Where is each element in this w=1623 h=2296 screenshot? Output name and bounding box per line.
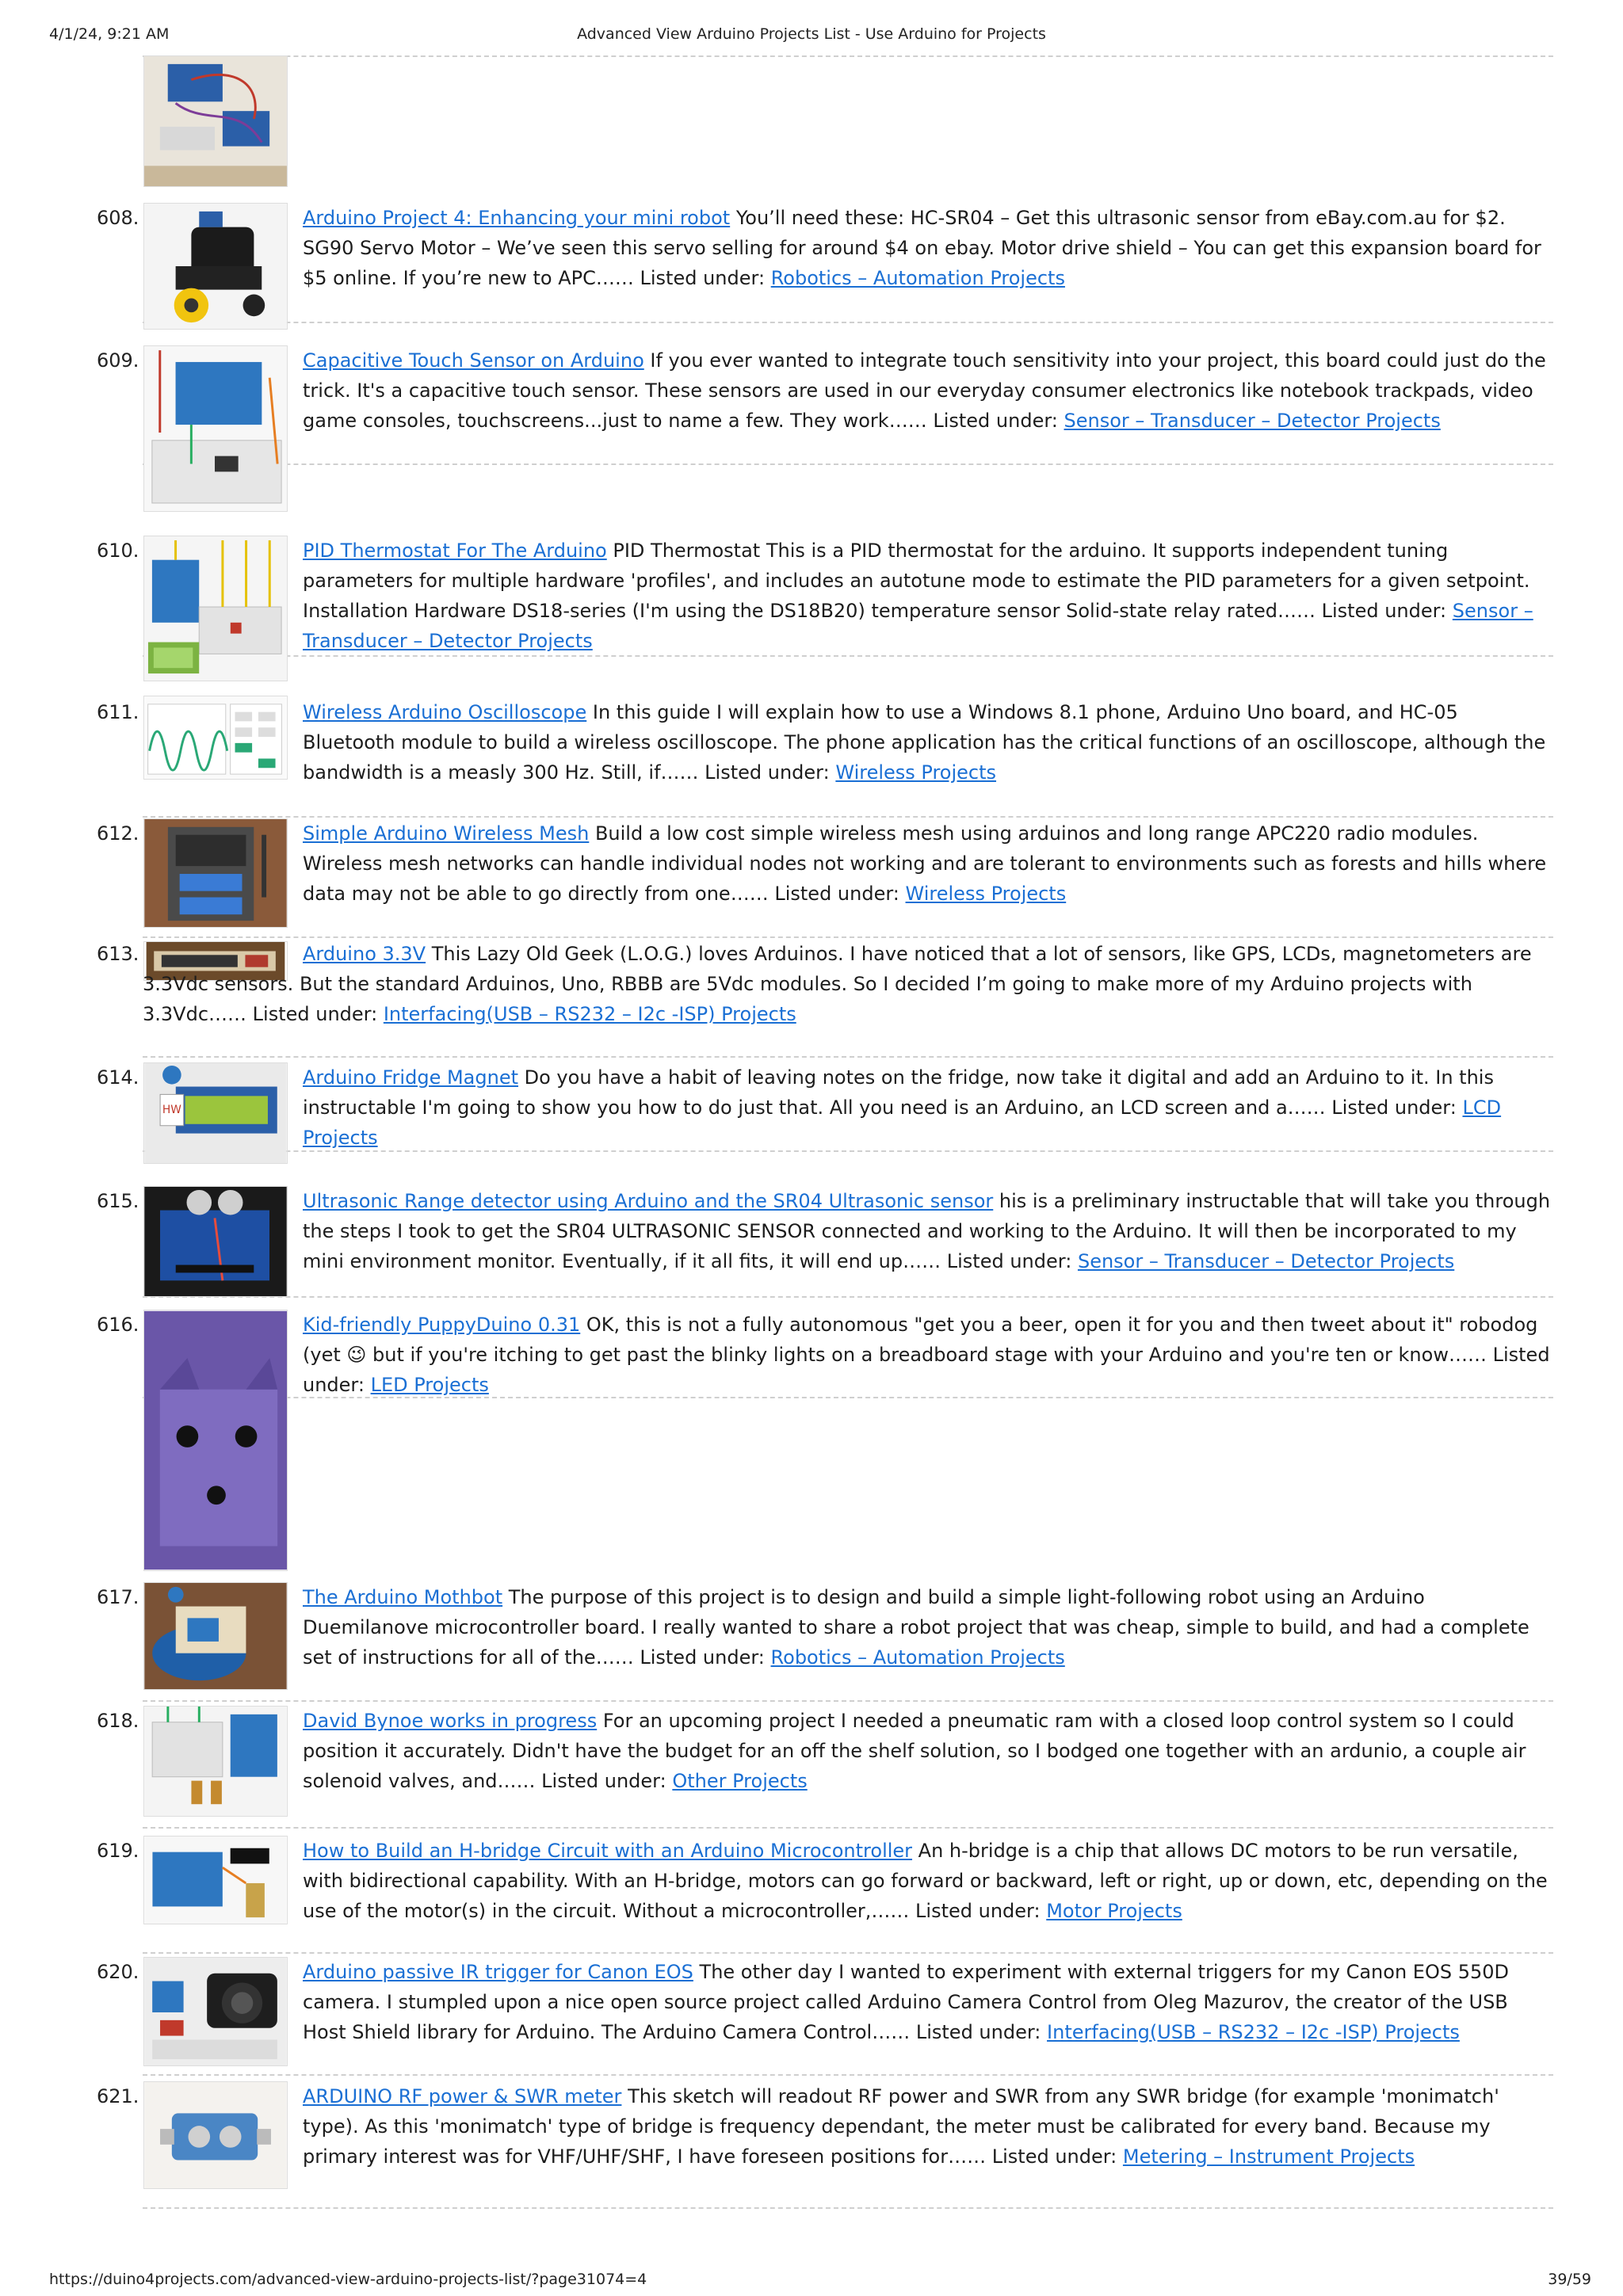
list-item <box>303 1310 1555 1400</box>
divider <box>143 1952 1553 1954</box>
item-number: 621. <box>97 2085 139 2107</box>
listed-under-label: Listed under: <box>705 761 830 784</box>
item-number: 612. <box>97 822 139 845</box>
list-item <box>303 1582 1555 1672</box>
item-description: This sketch will readout RF power and SWR from any SWR bridge (for example 'monimatch' type). As this 'monimatch' type of bridge is frequency dependant, the meter must be calibrated for every band. Because my primary interest was for VHF/UHF/SHF, I have foreseen positions for…… <box>303 2085 1499 2168</box>
divider <box>143 2207 1553 2209</box>
listed-under-label: Listed under: <box>252 1003 378 1025</box>
project-thumbnail <box>143 1310 288 1571</box>
item-description: OK, this is not a fully autonomous "get you a beer, open it for you and then tweet about it" robodog (yet 😉 but if you're itching to get past the blinky lights on a breadboard stage with your Arduino and you're ten or know…… <box>303 1314 1538 1366</box>
category-link[interactable]: Interfacing(USB – RS232 – I2c -ISP) Projects <box>1047 2021 1460 2043</box>
project-thumbnail <box>143 1062 288 1164</box>
listed-under-label: Listed under: <box>303 1344 1550 1396</box>
category-link[interactable]: Metering – Instrument Projects <box>1122 2145 1415 2168</box>
list-item <box>303 1706 1555 1796</box>
item-description: Build a low cost simple wireless mesh using arduinos and long range APC220 radio modules. Wireless mesh networks can handle individual nodes not working and are tolerant to environments such as forests and hills where data may not be able to go directly from one…… <box>303 822 1547 905</box>
divider <box>143 1056 1553 1058</box>
project-thumbnail <box>143 536 288 681</box>
project-thumbnail <box>143 2081 288 2189</box>
project-thumbnail <box>143 1957 288 2066</box>
listed-under-label: Listed under: <box>946 1250 1072 1272</box>
divider <box>143 936 1553 938</box>
project-link[interactable]: Arduino Project 4: Enhancing your mini robot <box>303 207 731 229</box>
listed-under-label: Listed under: <box>774 883 899 905</box>
divider <box>143 816 1553 818</box>
project-thumbnail <box>143 203 288 330</box>
item-number: 608. <box>97 207 139 229</box>
divider <box>143 463 1553 465</box>
item-number: 617. <box>97 1586 139 1608</box>
project-thumbnail <box>143 1186 288 1297</box>
project-link[interactable]: PID Thermostat For The Arduino <box>303 540 607 562</box>
list-item <box>303 818 1555 909</box>
category-link[interactable]: Sensor – Transducer – Detector Projects <box>1064 410 1441 432</box>
project-link[interactable]: Capacitive Touch Sensor on Arduino <box>303 349 644 372</box>
project-link[interactable]: Simple Arduino Wireless Mesh <box>303 822 590 845</box>
item-description: PID Thermostat This is a PID thermostat for the arduino. It supports independent tuning parameters for multiple hardware 'profiles', and includes an autotune mode to estimate the PID parameters for a given setpoint. Installation Hardware DS18-series (I'm using the DS18B20) temperature sensor Solid-state relay rated…… <box>303 540 1530 622</box>
listed-under-label: Listed under: <box>1321 600 1447 622</box>
item-description: This Lazy Old Geek (L.O.G.) loves Arduinos. I have noticed that a lot of sensors, like GPS, LCDs, magnetometers are 3.3Vdc sensors. But the standard Arduinos, Uno, RBBB are 5Vdc modules. So I decided I’m going to make more of my Arduino projects with 3.3Vdc…… <box>143 943 1532 1025</box>
listed-under-label: Listed under: <box>991 2145 1117 2168</box>
category-link[interactable]: Robotics – Automation Projects <box>770 1646 1065 1669</box>
project-link[interactable]: Arduino passive IR trigger for Canon EOS <box>303 1961 693 1983</box>
project-thumbnail <box>143 696 288 780</box>
item-description: his is a preliminary instructable that will take you through the steps I took to get the SR04 ULTRASONIC SENSOR connected and working to the Arduino. It will then be incorporated to my mini environment monitor. Eventually, if it all fits, it will end up…… <box>303 1190 1551 1272</box>
category-link[interactable]: LCD Projects <box>303 1097 1502 1149</box>
category-link[interactable]: Motor Projects <box>1046 1900 1182 1922</box>
listed-under-label: Listed under: <box>915 1900 1041 1922</box>
item-description: Do you have a habit of leaving notes on the fridge, now take it digital and add an Arduino to it. In this instructable I'm going to show you how to do just that. All you need is an Arduino, an LCD screen and a…… <box>303 1066 1494 1119</box>
list-item <box>303 697 1555 788</box>
project-thumbnail <box>143 818 288 928</box>
item-number: 614. <box>97 1066 139 1089</box>
item-description: If you ever wanted to integrate touch sensitivity into your project, this board could just do the trick. It's a capacitive touch sensor. These sensors are used in our everyday consumer electronics like notebook trackpads, video game consoles, touchscreens...just to name a few. They work…… <box>303 349 1546 432</box>
project-link[interactable]: Ultrasonic Range detector using Arduino and the SR04 Ultrasonic sensor <box>303 1190 994 1212</box>
item-description: The purpose of this project is to design and build a simple light-following robot using an Arduino Duemilanove microcontroller board. I really wanted to share a robot project that was cheap, simple to build, and had a complete set of instructions for all of the…… <box>303 1586 1529 1669</box>
item-number: 610. <box>97 540 139 562</box>
list-item <box>303 1957 1555 2047</box>
listed-under-label: Listed under: <box>1331 1097 1457 1119</box>
category-link[interactable]: LED Projects <box>370 1374 489 1396</box>
project-thumbnail <box>143 1836 288 1924</box>
item-description: You’ll need these: HC-SR04 – Get this ultrasonic sensor from eBay.com.au for $2. SG90 Servo Motor – We’ve seen this servo selling for around $4 on ebay. Motor drive shield – You can get this expansion board for $5 online. If you’re new to APC…… <box>303 207 1541 289</box>
item-number: 618. <box>97 1710 139 1732</box>
print-date: 4/1/24, 9:21 AM <box>49 25 170 43</box>
divider <box>143 1700 1553 1702</box>
page-number: 39/59 <box>1548 2271 1591 2288</box>
listed-under-label: Listed under: <box>541 1770 666 1792</box>
list-item <box>303 536 1555 656</box>
divider <box>143 2074 1553 2076</box>
project-link[interactable]: ARDUINO RF power & SWR meter <box>303 2085 622 2107</box>
listed-under-label: Listed under: <box>933 410 1058 432</box>
list-item <box>143 939 1555 1029</box>
project-link[interactable]: Kid-friendly PuppyDuino 0.31 <box>303 1314 581 1336</box>
list-item <box>303 203 1555 293</box>
list-item <box>303 2081 1555 2172</box>
item-description: For an upcoming project I needed a pneumatic ram with a closed loop control system so I could position it accurately. Didn't have the budget for an off the shelf solution, so I bodged one together with an ardunio, a couple air solenoid valves, and…… <box>303 1710 1526 1792</box>
listed-under-label: Listed under: <box>640 267 766 289</box>
category-link[interactable]: Sensor – Transducer – Detector Projects <box>1077 1250 1455 1272</box>
project-link[interactable]: Arduino 3.3V <box>303 943 426 965</box>
category-link[interactable]: Wireless Projects <box>905 883 1067 905</box>
item-number: 613. <box>97 943 139 965</box>
category-link[interactable]: Interfacing(USB – RS232 – I2c -ISP) Projects <box>383 1003 796 1025</box>
item-description: The other day I wanted to experiment with external triggers for my Canon EOS 550D camera. I stumpled upon a nice open source project called Arduino Camera Control from Oleg Mazurov, the creator of the USB Host Shield library for Arduino. The Arduino Camera Control…… <box>303 1961 1509 2043</box>
category-link[interactable]: Wireless Projects <box>835 761 997 784</box>
svg-text:HW: HW <box>162 1104 181 1116</box>
item-number: 611. <box>97 701 139 723</box>
item-number: 615. <box>97 1190 139 1212</box>
category-link[interactable]: Sensor – Transducer – Detector Projects <box>303 600 1533 652</box>
item-number: 616. <box>97 1314 139 1336</box>
print-url: https://duino4projects.com/advanced-view-arduino-projects-list/?page31074=4 <box>49 2271 647 2288</box>
project-thumbnail <box>143 1706 288 1817</box>
list-item <box>303 1186 1555 1276</box>
list-item <box>303 345 1555 436</box>
project-link[interactable]: How to Build an H-bridge Circuit with an Arduino Microcontroller <box>303 1840 913 1862</box>
project-thumbnail <box>143 55 288 187</box>
divider <box>143 1827 1553 1829</box>
print-page-title: Advanced View Arduino Projects List - Use Arduino for Projects <box>577 25 1046 43</box>
category-link[interactable]: Robotics – Automation Projects <box>770 267 1065 289</box>
list-item <box>303 1062 1555 1153</box>
project-thumbnail <box>143 1582 288 1690</box>
item-description: An h-bridge is a chip that allows DC motors to be run versatile, with bidirectional capability. With an H-bridge, motors can go forward or backward, left or right, up or down, etc, depending on the use of the motor(s) in the circuit. Without a microcontroller,…… <box>303 1840 1548 1922</box>
divider <box>143 1296 1553 1298</box>
divider <box>143 55 1553 57</box>
category-link[interactable]: Other Projects <box>672 1770 808 1792</box>
project-link[interactable]: David Bynoe works in progress <box>303 1710 598 1732</box>
item-number: 620. <box>97 1961 139 1983</box>
item-number: 609. <box>97 349 139 372</box>
project-link[interactable]: Wireless Arduino Oscilloscope <box>303 701 587 723</box>
list-item <box>303 1836 1555 1926</box>
listed-under-label: Listed under: <box>915 2021 1041 2043</box>
project-link[interactable]: The Arduino Mothbot <box>303 1586 503 1608</box>
item-description: In this guide I will explain how to use a Windows 8.1 phone, Arduino Uno board, and HC-05 Bluetooth module to build a wireless oscilloscope. The phone application has the critical functions of an oscilloscope, although the bandwidth is a measly 300 Hz. Still, if…… <box>303 701 1546 784</box>
listed-under-label: Listed under: <box>640 1646 765 1669</box>
project-link[interactable]: Arduino Fridge Magnet <box>303 1066 518 1089</box>
item-number: 619. <box>97 1840 139 1862</box>
project-thumbnail <box>143 345 288 512</box>
divider <box>143 322 1553 323</box>
